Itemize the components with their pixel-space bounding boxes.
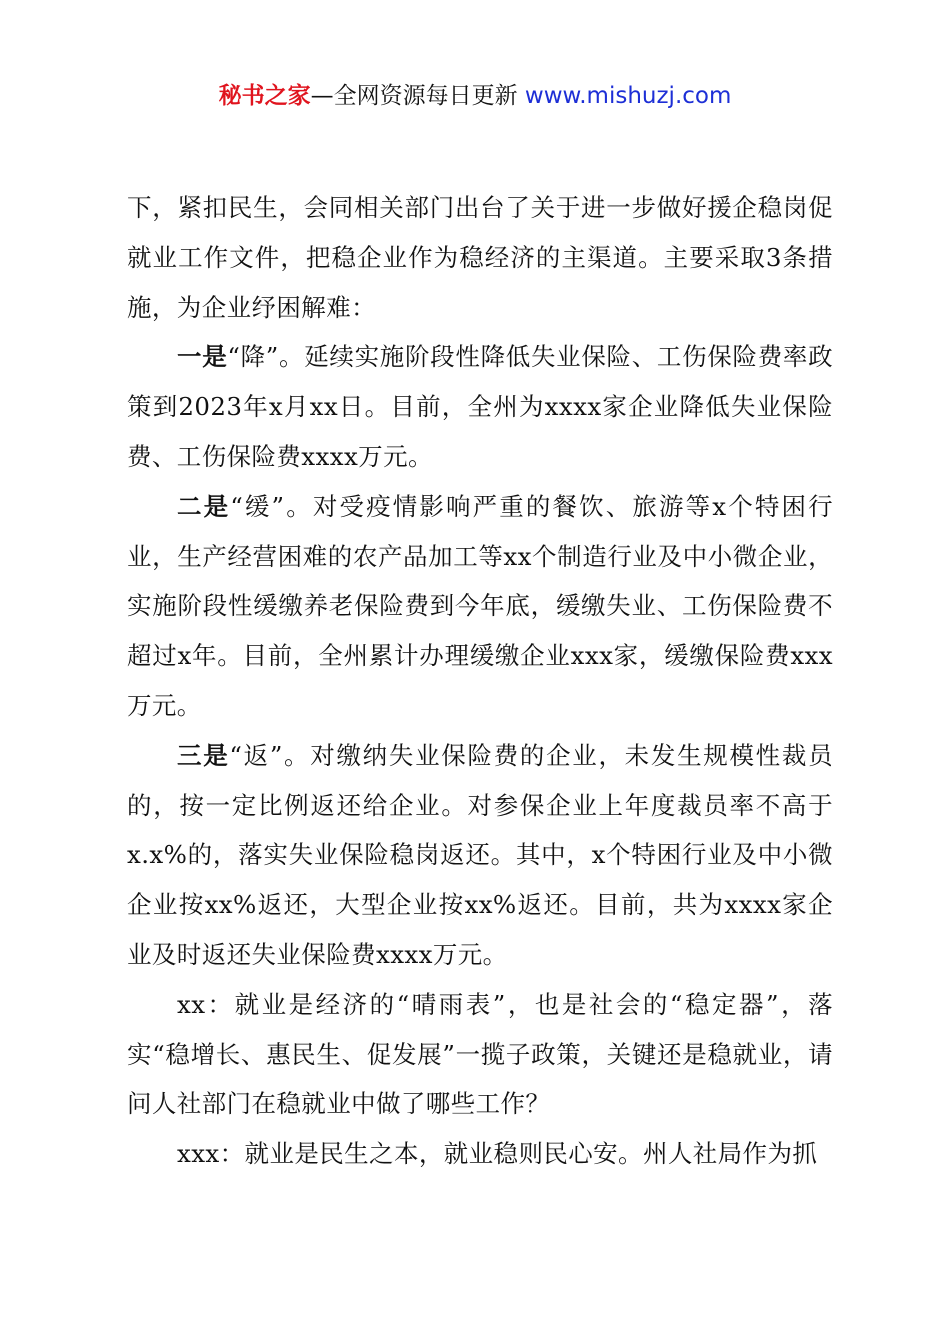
header-tagline: —全网资源每日更新	[310, 83, 518, 109]
paragraph-question	[127, 980, 833, 1129]
document-body	[127, 183, 833, 1179]
paragraph-lead: 一是	[177, 342, 228, 372]
paragraph-text: xxx：就业是民生之本，就业稳则民心安。州人社局作为抓	[177, 1139, 818, 1169]
paragraph-text: xx：就业是经济的“晴雨表”，也是社会的“稳定器”，落实“稳增长、惠民生、促发展”一揽子政策，关键还是稳就业，请问人社部门在稳就业中做了哪些工作？	[127, 989, 833, 1119]
paragraph-lead: 三是	[177, 740, 230, 770]
paragraph-text: 下，紧扣民生，会同相关部门出台了关于进一步做好援企稳岗促就业工作文件，把稳企业作为稳经济的主渠道。主要采取3条措施，为企业纾困解难：	[127, 193, 833, 322]
paragraph-text: “降”。延续实施阶段性降低失业保险、工伤保险费率政策到2023年x月xx日。目前，全州为xxxx家企业降低失业保险费、工伤保险费xxxx万元。	[127, 342, 833, 471]
website-link[interactable]: www.mishuzj.com	[524, 83, 732, 109]
paragraph-continuation	[127, 183, 833, 332]
paragraph-text: “缓”。对受疫情影响严重的餐饮、旅游等x个特困行业，生产经营困难的农产品加工等xx个制造行业及中小微企业，实施阶段性缓缴养老保险费到今年底，缓缴失业、工伤保险费不超过x年。目前，全州累计办理缓缴企业xxx家，缓缴保险费xxx万元。	[127, 491, 833, 720]
paragraph-answer	[127, 1129, 833, 1179]
page-header	[0, 80, 950, 112]
paragraph-measure-2	[127, 482, 833, 731]
paragraph-text: “返”。对缴纳失业保险费的企业，未发生规模性裁员的，按一定比例返还给企业。对参保企业上年度裁员率不高于x.x%的，落实失业保险稳岗返还。其中，x个特困行业及中小微企业按xx%返还，大型企业按xx%返还。目前，共为xxxx家企业及时返还失业保险费xxxx万元。	[127, 740, 833, 969]
paragraph-lead: 二是	[177, 491, 231, 521]
paragraph-measure-3	[127, 731, 833, 980]
paragraph-measure-1	[127, 332, 833, 481]
brand-name: 秘书之家	[218, 83, 311, 109]
